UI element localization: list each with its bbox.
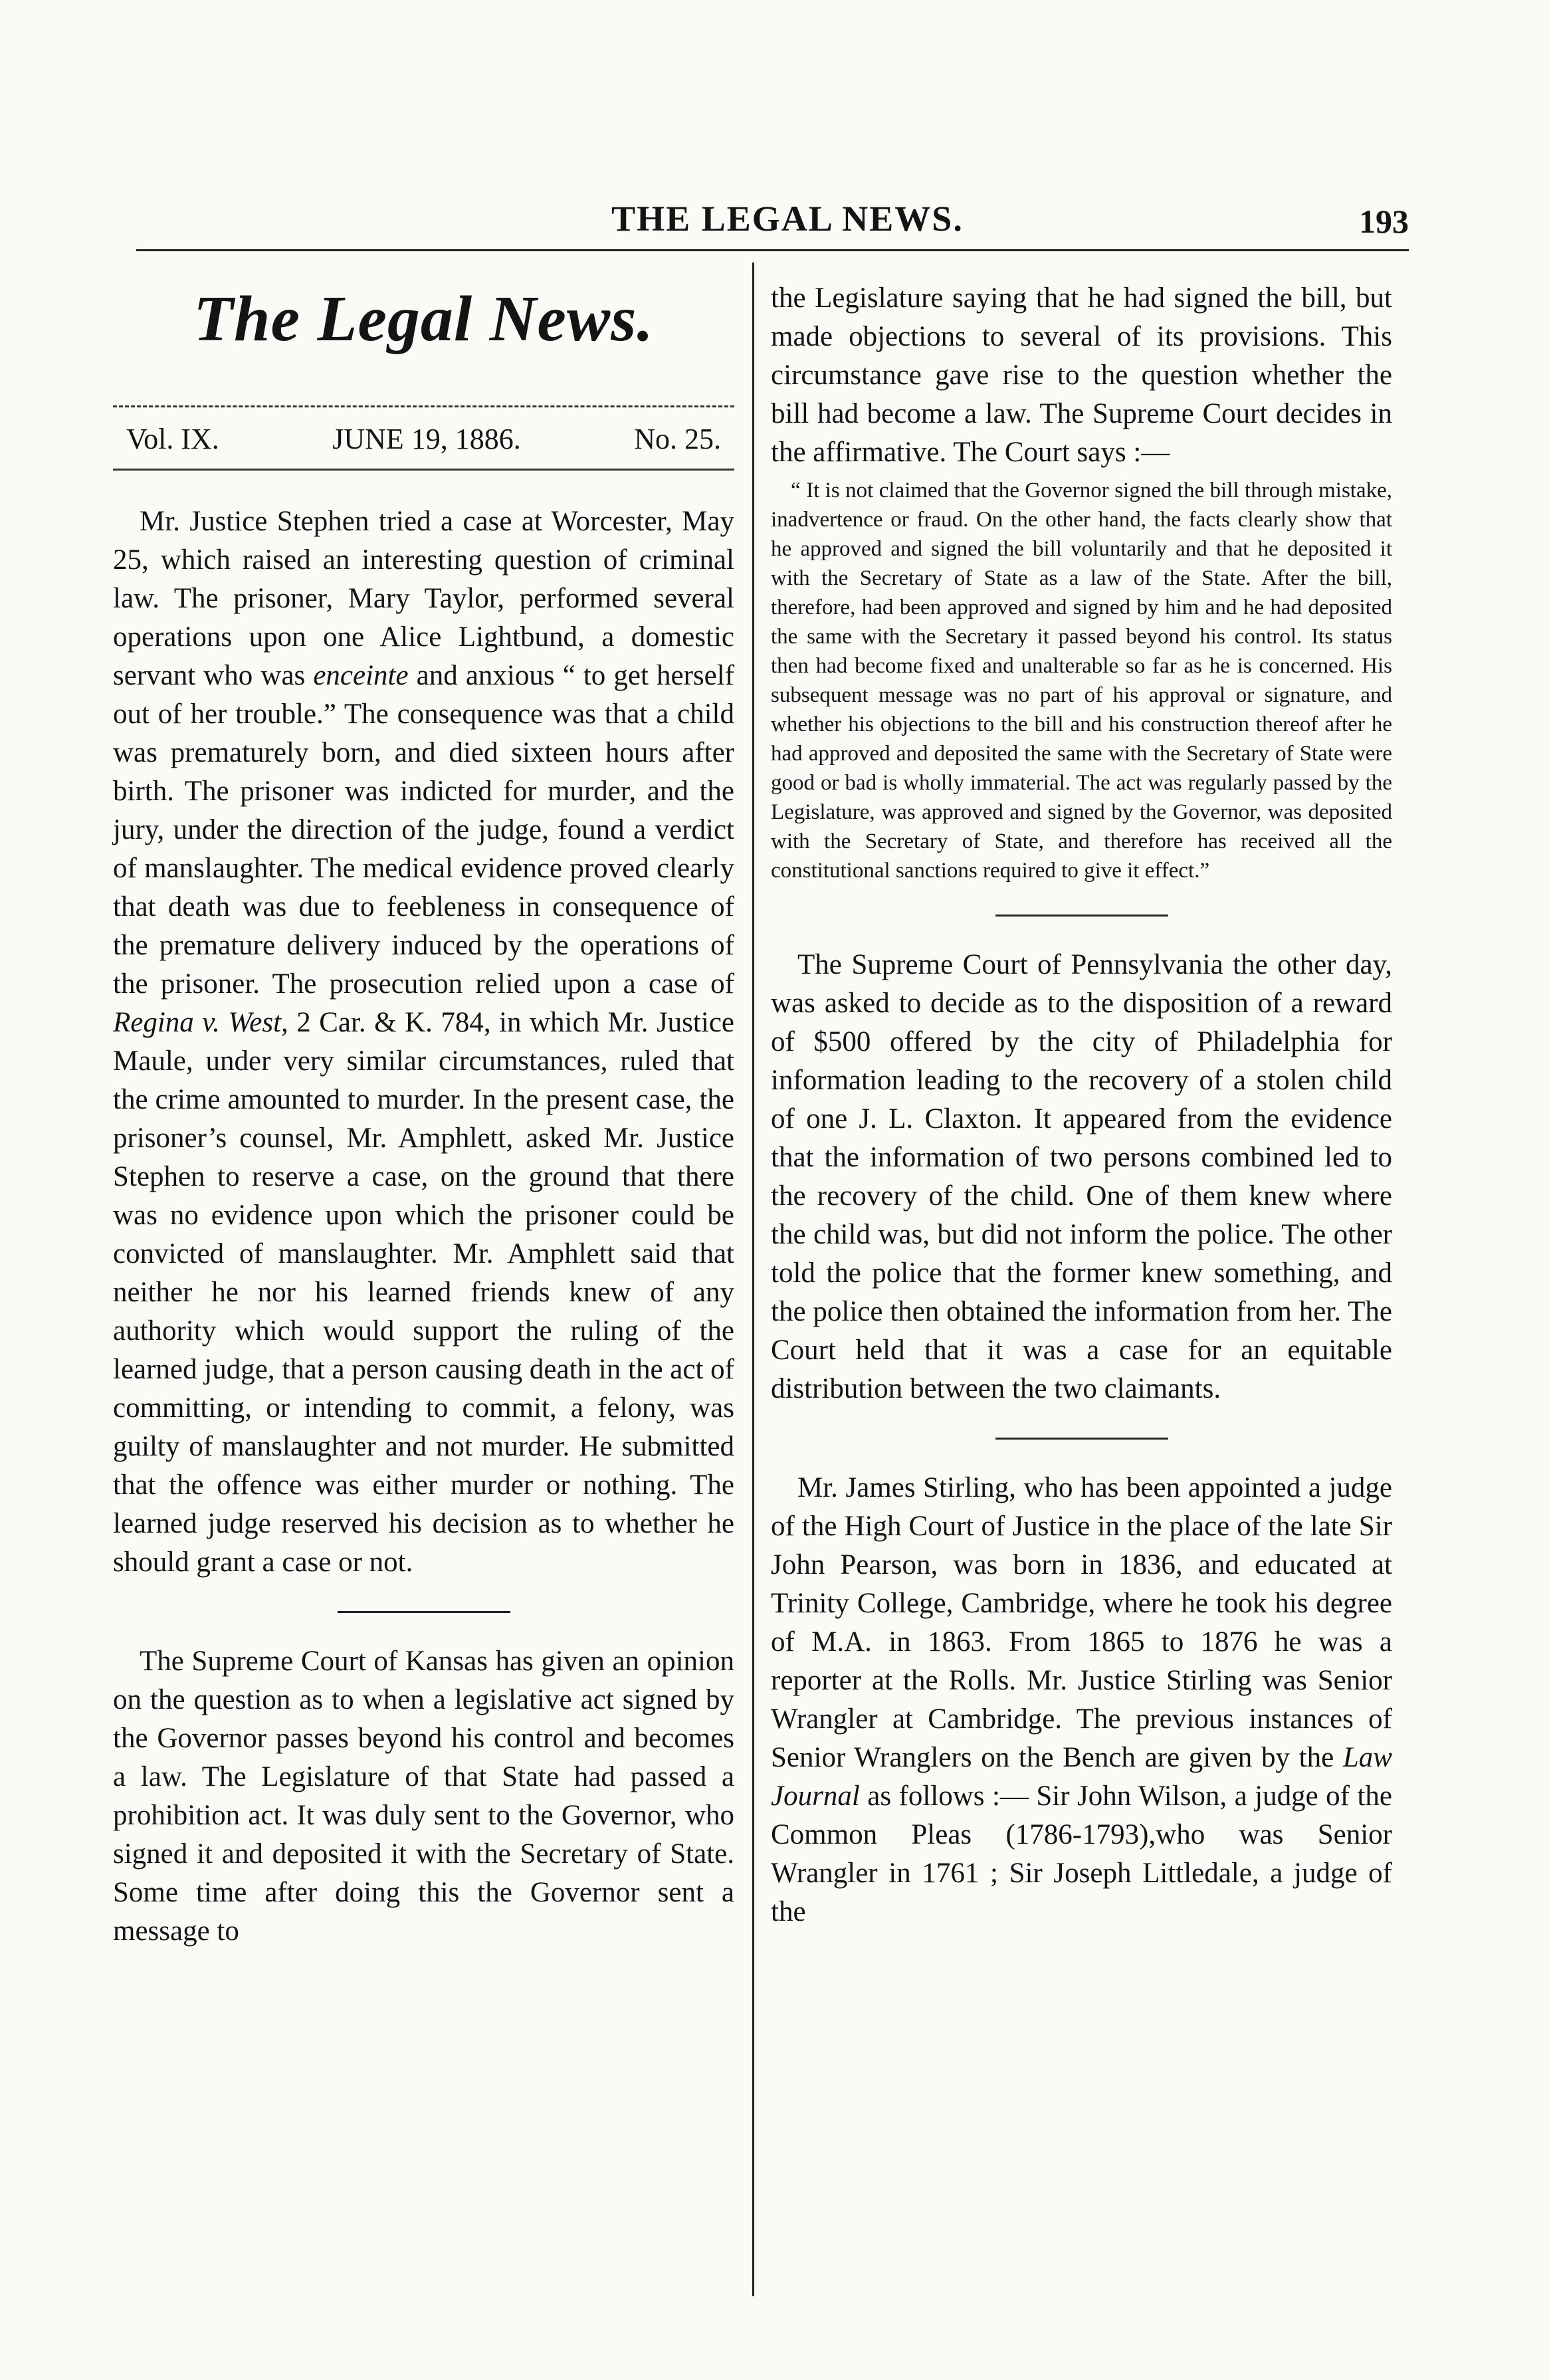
running-title: THE LEGAL NEWS. [611,199,964,239]
text-run: as follows :— Sir John Wilson, a judge of the Common Pleas (1786-1793),who was Senior Wrangler in 1761 ; Sir Joseph Littledale, a judge of the [771,1781,1392,1927]
right-column [771,279,1392,1931]
page-header [136,186,1409,251]
journal-title: Law Journal [771,1742,1392,1812]
case-citation: Regina v. West, [113,1007,288,1038]
text-run: Mr. Justice Stephen tried a case at Worcester, May 25, which raised an interesting question of criminal law. The prisoner, Mary Taylor, performed several operations upon one Alice Lightbund, a domestic servant who was [113,506,734,691]
left-column [113,279,734,1951]
issue-date: JUNE 19, 1886. [332,423,521,455]
masthead-rule-top [113,405,734,407]
italic-term: enceinte [313,660,409,691]
text-run: 2 Car. & K. 784, in which Mr. Justice Maule, under very similar circumstances, ruled that the crime amounted to murder. In the present case, the prisoner’s counsel, Mr. Amphlett, asked Mr. Justice Stephen to reserve a case, on the ground that there was no evidence upon which the prisoner could be convicted of manslaughter. Mr. Amphlett said that neither he nor his learned friends knew of any authority which would support the ruling of the learned judge, that a person causing death in the act of committing, or intending to commit, a felony, was guilty of manslaughter and not murder. He submitted that the offence was either murder or nothing. The learned judge reserved his decision as to whether he should grant a case or not. [113,1007,734,1578]
section-divider [995,915,1168,917]
issue-number: No. 25. [634,423,721,455]
page-number: 193 [1359,203,1409,240]
article-kansas-continued: the Legislature saying that he had signed the bill, but made objections to several of its provisions. This circumstance gave rise to the question whether the bill had become a law. The Supreme Court decides in the affirmative. The Court says :— [771,282,1392,468]
text-run: and anxious “ to get herself out of her trouble.” The consequence was that a child was prematurely born, and died sixteen hours after birth. The prisoner was indicted for murder, and the jury, under the direction of the judge, found a verdict of manslaughter. The medical evidence proved clearly that death was due to feebleness in consequence of the premature delivery induced by the operations of the prisoner. The prosecution relied upon a case of [113,660,734,1000]
masthead-rule-bottom [113,469,734,471]
dateline [113,419,734,459]
masthead-title: The Legal News. [193,283,654,355]
court-quotation: “ It is not claimed that the Governor signed the bill through mistake, inadvertence or fraud. On the other hand, the facts clearly show that he approved and signed the bill voluntarily and that he deposited it with the Secretary of State as a law of the State. After the bill, therefore, had been approved and signed by him and he had deposited the same with the Secretary it passed beyond his control. Its status then had become fixed and unalterable so far as he is concerned. His subsequent message was no part of his approval or signature, and whether his objections to the bill and his construction thereof after he had approved and deposited the same with the Secretary of State were good or bad is wholly immaterial. The act was regularly passed by the Legislature, was approved and signed by the Governor, was deposited with the Secretary of State, and therefore has received all the constitutional sanctions required to give it effect.” [771,479,1392,883]
volume-label: Vol. IX. [126,423,219,455]
article-stephen-case [113,502,734,1582]
column-divider [752,263,754,2296]
article-pennsylvania: The Supreme Court of Pennsylvania the other day, was asked to decide as to the disposition of a reward of $500 offered by the city of Philadelphia for information leading to the recovery of a stolen child of one J. L. Claxton. It appeared from the evidence that the information of two persons combined led to the recovery of the child. One of them knew where the child was, but did not inform the police. The other told the police that the former knew something, and the police then obtained the information from her. The Court held that it was a case for an equitable distribution between the two claimants. [771,949,1392,1404]
text-run: Mr. James Stirling, who has been appointed a judge of the High Court of Justice in the place of the late Sir John Pearson, was born in 1836, and educated at Trinity College, Cambridge, where he took his degree of M.A. in 1863. From 1865 to 1876 he was a reporter at the Rolls. Mr. Justice Stirling was Senior Wrangler at Cambridge. The previous instances of Senior Wranglers on the Bench are given by the [771,1472,1392,1773]
article-kansas-opening: The Supreme Court of Kansas has given an opinion on the question as to when a legislative act signed by the Governor passes beyond his control and becomes a law. The Legislature of that State had passed a prohibition act. It was duly sent to the Governor, who signed it and deposited it with the Secretary of State. Some time after doing this the Governor sent a message to [113,1646,734,1947]
section-divider [338,1611,510,1613]
section-divider [995,1438,1168,1440]
article-stirling [771,1469,1392,1931]
